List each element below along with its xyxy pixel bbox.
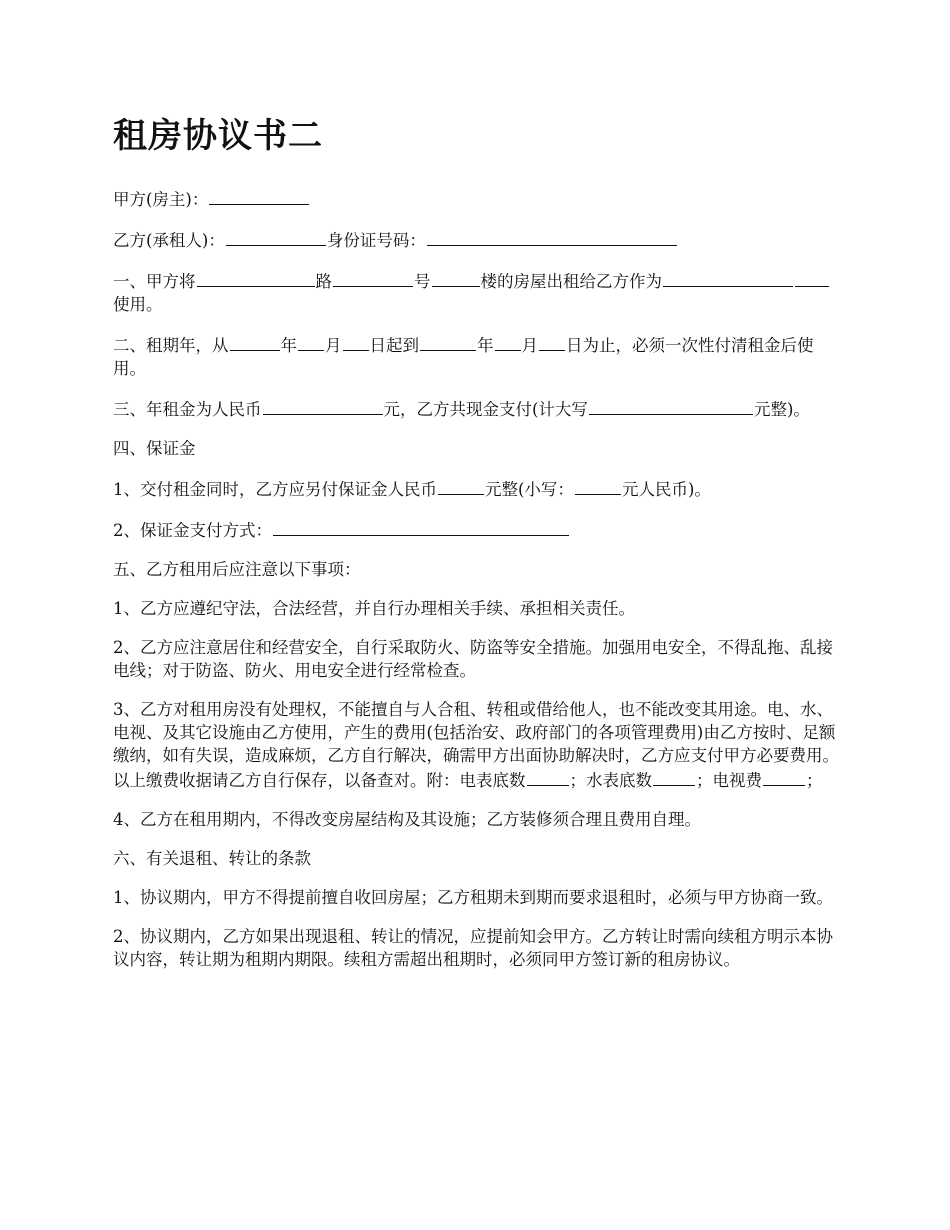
fill-in-blank (209, 186, 309, 205)
fill-in-blank (795, 268, 829, 287)
paragraph-text: 2、乙方应注意居住和经营安全，自行采取防火、防盗等安全措施。加强用电安全，不得乱拖、乱接电线；对于防盗、防火、用电安全进行经常检查。 (113, 638, 833, 680)
paragraph-text: 六、有关退租、转让的条款 (113, 849, 311, 868)
paragraph (113, 517, 843, 542)
paragraph-text: ；水表底数 (569, 771, 652, 790)
paragraph (113, 476, 843, 501)
paragraph-text: 五、乙方租用后应注意以下事项： (113, 560, 361, 579)
paragraph-text: 元，乙方共现金支付(计大写 (383, 400, 588, 419)
paragraph (113, 186, 843, 211)
fill-in-blank (575, 476, 621, 495)
paragraph (113, 925, 843, 971)
paragraph-text: 元人民币)。 (621, 480, 711, 499)
fill-in-blank (197, 268, 315, 287)
paragraph (113, 698, 843, 792)
paragraph-text: 日为止，必须一次性付清租金后使用。 (113, 336, 814, 378)
fill-in-blank (343, 332, 369, 351)
paragraph (113, 332, 843, 380)
fill-in-blank (226, 227, 326, 246)
paragraph-text: 3、乙方对租用房没有处理权，不能擅自与人合租、转租或借给他人，也不能改变其用途。电、水、电视、及其它设施由乙方使用，产生的费用(包括治安、政府部门的各项管理费用)由乙方按时、足额缴纳，如有失误，造成麻烦，乙方自行解决，确需甲方出面协助解决时，乙方应支付甲方必要费用。以上缴费收据请乙方自行保存，以备查对。附：电表底数 (113, 700, 839, 790)
fill-in-blank (432, 268, 480, 287)
document-body (113, 186, 843, 971)
fill-in-blank (427, 227, 677, 246)
document-page (113, 112, 843, 987)
paragraph (113, 227, 843, 252)
fill-in-blank (263, 396, 383, 415)
fill-in-blank (527, 767, 569, 786)
paragraph-text: 月 (325, 336, 342, 355)
paragraph-text: 1、乙方应遵纪守法，合法经营，并自行办理相关手续、承担相关责任。 (113, 599, 635, 618)
paragraph-text: 日起到 (369, 336, 419, 355)
fill-in-blank (495, 332, 521, 351)
paragraph-text: 4、乙方在租用期内，不得改变房屋结构及其设施；乙方装修须合理且费用自理。 (113, 810, 701, 829)
paragraph-text: 1、交付租金同时，乙方应另付保证金人民币 (113, 480, 437, 499)
paragraph-text: 一、甲方将 (113, 272, 196, 291)
fill-in-blank (273, 517, 569, 536)
paragraph (113, 886, 843, 909)
paragraph-text: 三、年租金为人民币 (113, 400, 262, 419)
paragraph-text: 1、协议期内，甲方不得提前擅自收回房屋；乙方租期未到期而要求退租时，必须与甲方协商一致。 (113, 888, 833, 907)
paragraph (113, 636, 843, 682)
fill-in-blank (663, 268, 793, 287)
paragraph-text: 身份证号码： (326, 231, 426, 250)
paragraph-text: 年 (477, 336, 494, 355)
paragraph (113, 597, 843, 620)
paragraph (113, 396, 843, 421)
fill-in-blank (420, 332, 476, 351)
paragraph-text: 元整)。 (753, 400, 810, 419)
paragraph (113, 268, 843, 316)
paragraph-text: 使用。 (113, 295, 163, 314)
paragraph-text: 2、协议期内，乙方如果出现退租、转让的情况，应提前知会甲方。乙方转让时需向续租方明示本协议内容，转让期为租期内期限。续租方需超出租期时，必须同甲方签订新的租房协议。 (113, 927, 833, 969)
document-title: 租房协议书二 (113, 116, 323, 156)
paragraph-text: 月 (521, 336, 538, 355)
paragraph-text: ；电视费 (696, 771, 762, 790)
fill-in-blank (589, 396, 753, 415)
paragraph (113, 847, 843, 870)
paragraph (113, 558, 843, 581)
paragraph-text: 甲方(房主)： (113, 190, 209, 209)
paragraph (113, 437, 843, 460)
paragraph-text: 2、保证金支付方式： (113, 521, 272, 540)
paragraph-text: 楼的房屋出租给乙方作为 (480, 272, 662, 291)
paragraph-text: 路 (315, 272, 332, 291)
fill-in-blank (230, 332, 280, 351)
fill-in-blank (333, 268, 413, 287)
fill-in-blank (298, 332, 324, 351)
paragraph-text: ； (806, 771, 823, 790)
paragraph-text: 四、保证金 (113, 439, 196, 458)
fill-in-blank (763, 767, 805, 786)
fill-in-blank (539, 332, 565, 351)
paragraph-text: 元整(小写： (485, 480, 574, 499)
paragraph (113, 808, 843, 831)
paragraph-text: 号 (414, 272, 431, 291)
fill-in-blank (438, 476, 484, 495)
paragraph-text: 乙方(承租人)： (113, 231, 225, 250)
paragraph-text: 年 (280, 336, 297, 355)
fill-in-blank (653, 767, 695, 786)
paragraph-text: 二、租期年，从 (113, 336, 229, 355)
